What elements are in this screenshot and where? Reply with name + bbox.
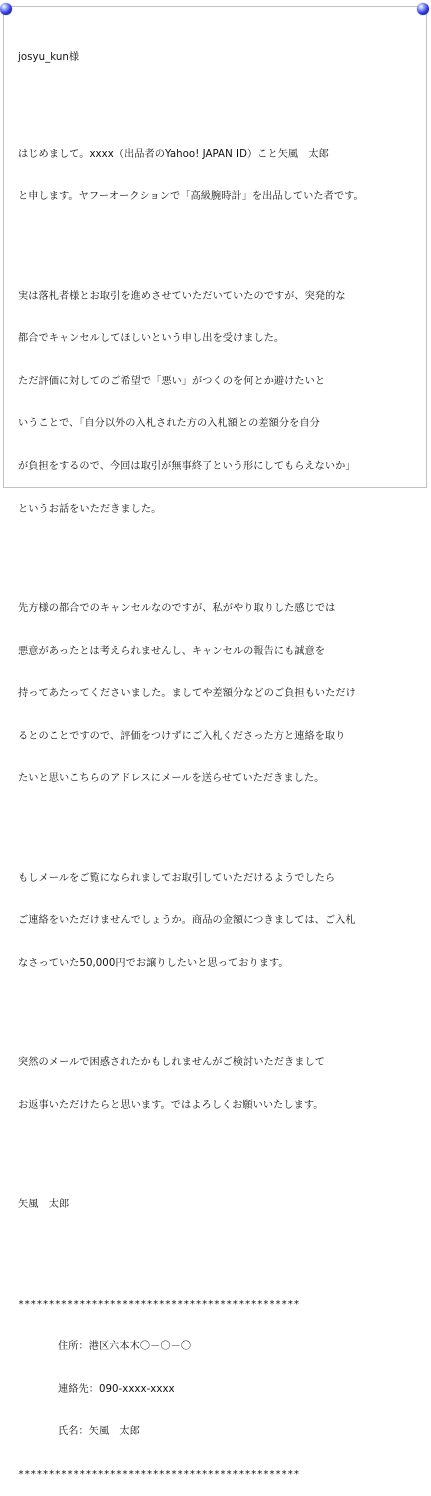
- spacer: [18, 815, 424, 829]
- paragraph1-line: というお話をいただきました。: [18, 503, 162, 515]
- paragraph1-line: いうことで、「自分以外の入札された方の入札額との差額分を自分: [18, 418, 320, 430]
- signature-contact: 連絡先：090-xxxx-xxxx: [58, 1383, 175, 1395]
- corner-ball-icon: [417, 3, 429, 15]
- corner-ball-icon: [0, 3, 12, 15]
- paragraph2-line: 悪意があったとは考えられませんし、キャンセルの報告にも誠意を: [18, 645, 326, 657]
- signature-address: 住所：港区六本木〇－〇－〇: [58, 1341, 192, 1353]
- letter-body: [18, 23, 424, 1496]
- signature-name: 氏名：矢風 太郎: [58, 1426, 140, 1438]
- salutation: josyu_kun様: [18, 52, 80, 64]
- intro-line: と申します。ヤフーオークションで「高級腕時計」を出品していた者です。: [18, 191, 364, 203]
- spacer: [18, 1141, 424, 1155]
- signature-separator: **********************************************: [18, 1298, 300, 1310]
- paragraph4-line: お返事いただけたらと思います。ではよろしくお願いいたします。: [18, 1099, 324, 1111]
- paragraph3-line: もしメールをご覧になられましてお取引していただけるようでしたら: [18, 872, 336, 884]
- spacer: [18, 545, 424, 559]
- intro-line: はじめまして。xxxx（出品者のYahoo! JAPAN ID）こと矢風 太郎: [18, 148, 329, 160]
- spacer: [18, 94, 424, 105]
- paragraph4-line: 突然のメールで困惑されたかもしれませんがご検討いただきまして: [18, 1057, 325, 1069]
- spacer: [18, 233, 424, 247]
- paragraph2-line: たいと思いこちらのアドレスにメールを送らせていただきました。: [18, 773, 325, 785]
- spacer: [18, 1000, 424, 1014]
- paragraph2-line: 先方様の都合でのキャンセルなのですが、私がやり取りした感じでは: [18, 602, 336, 614]
- spacer: [18, 1241, 424, 1255]
- paragraph1-line: ただ評価に対してのご希望で「悪い」がつくのを何とか避けたいと: [18, 375, 326, 387]
- signature-separator: **********************************************: [18, 1469, 300, 1481]
- paragraph1-line: 都合でキャンセルしてほしいという申し出を受けました。: [18, 333, 285, 345]
- paragraph1-line: 実は落札者様とお取引を進めさせていただいていたのですが、突発的な: [18, 290, 346, 302]
- paragraph2-line: 持ってあたってくださいました。ましてや差額分などのご負担もいただけ: [18, 688, 356, 700]
- paragraph3-line: なさっていた50,000円でお譲りしたいと思っております。: [18, 957, 289, 969]
- signoff-name: 矢風 太郎: [18, 1199, 70, 1211]
- paragraph2-line: るとのことですので、評価をつけずにご入札くださった方と連絡を取り: [18, 730, 346, 742]
- paragraph3-line: ご連絡をいただけませんでしょうか。商品の金額につきましては、ご入札: [18, 915, 356, 927]
- paragraph1-line: が負担をするので、今回は取引が無事終了という形にしてもらえないか」: [18, 460, 356, 472]
